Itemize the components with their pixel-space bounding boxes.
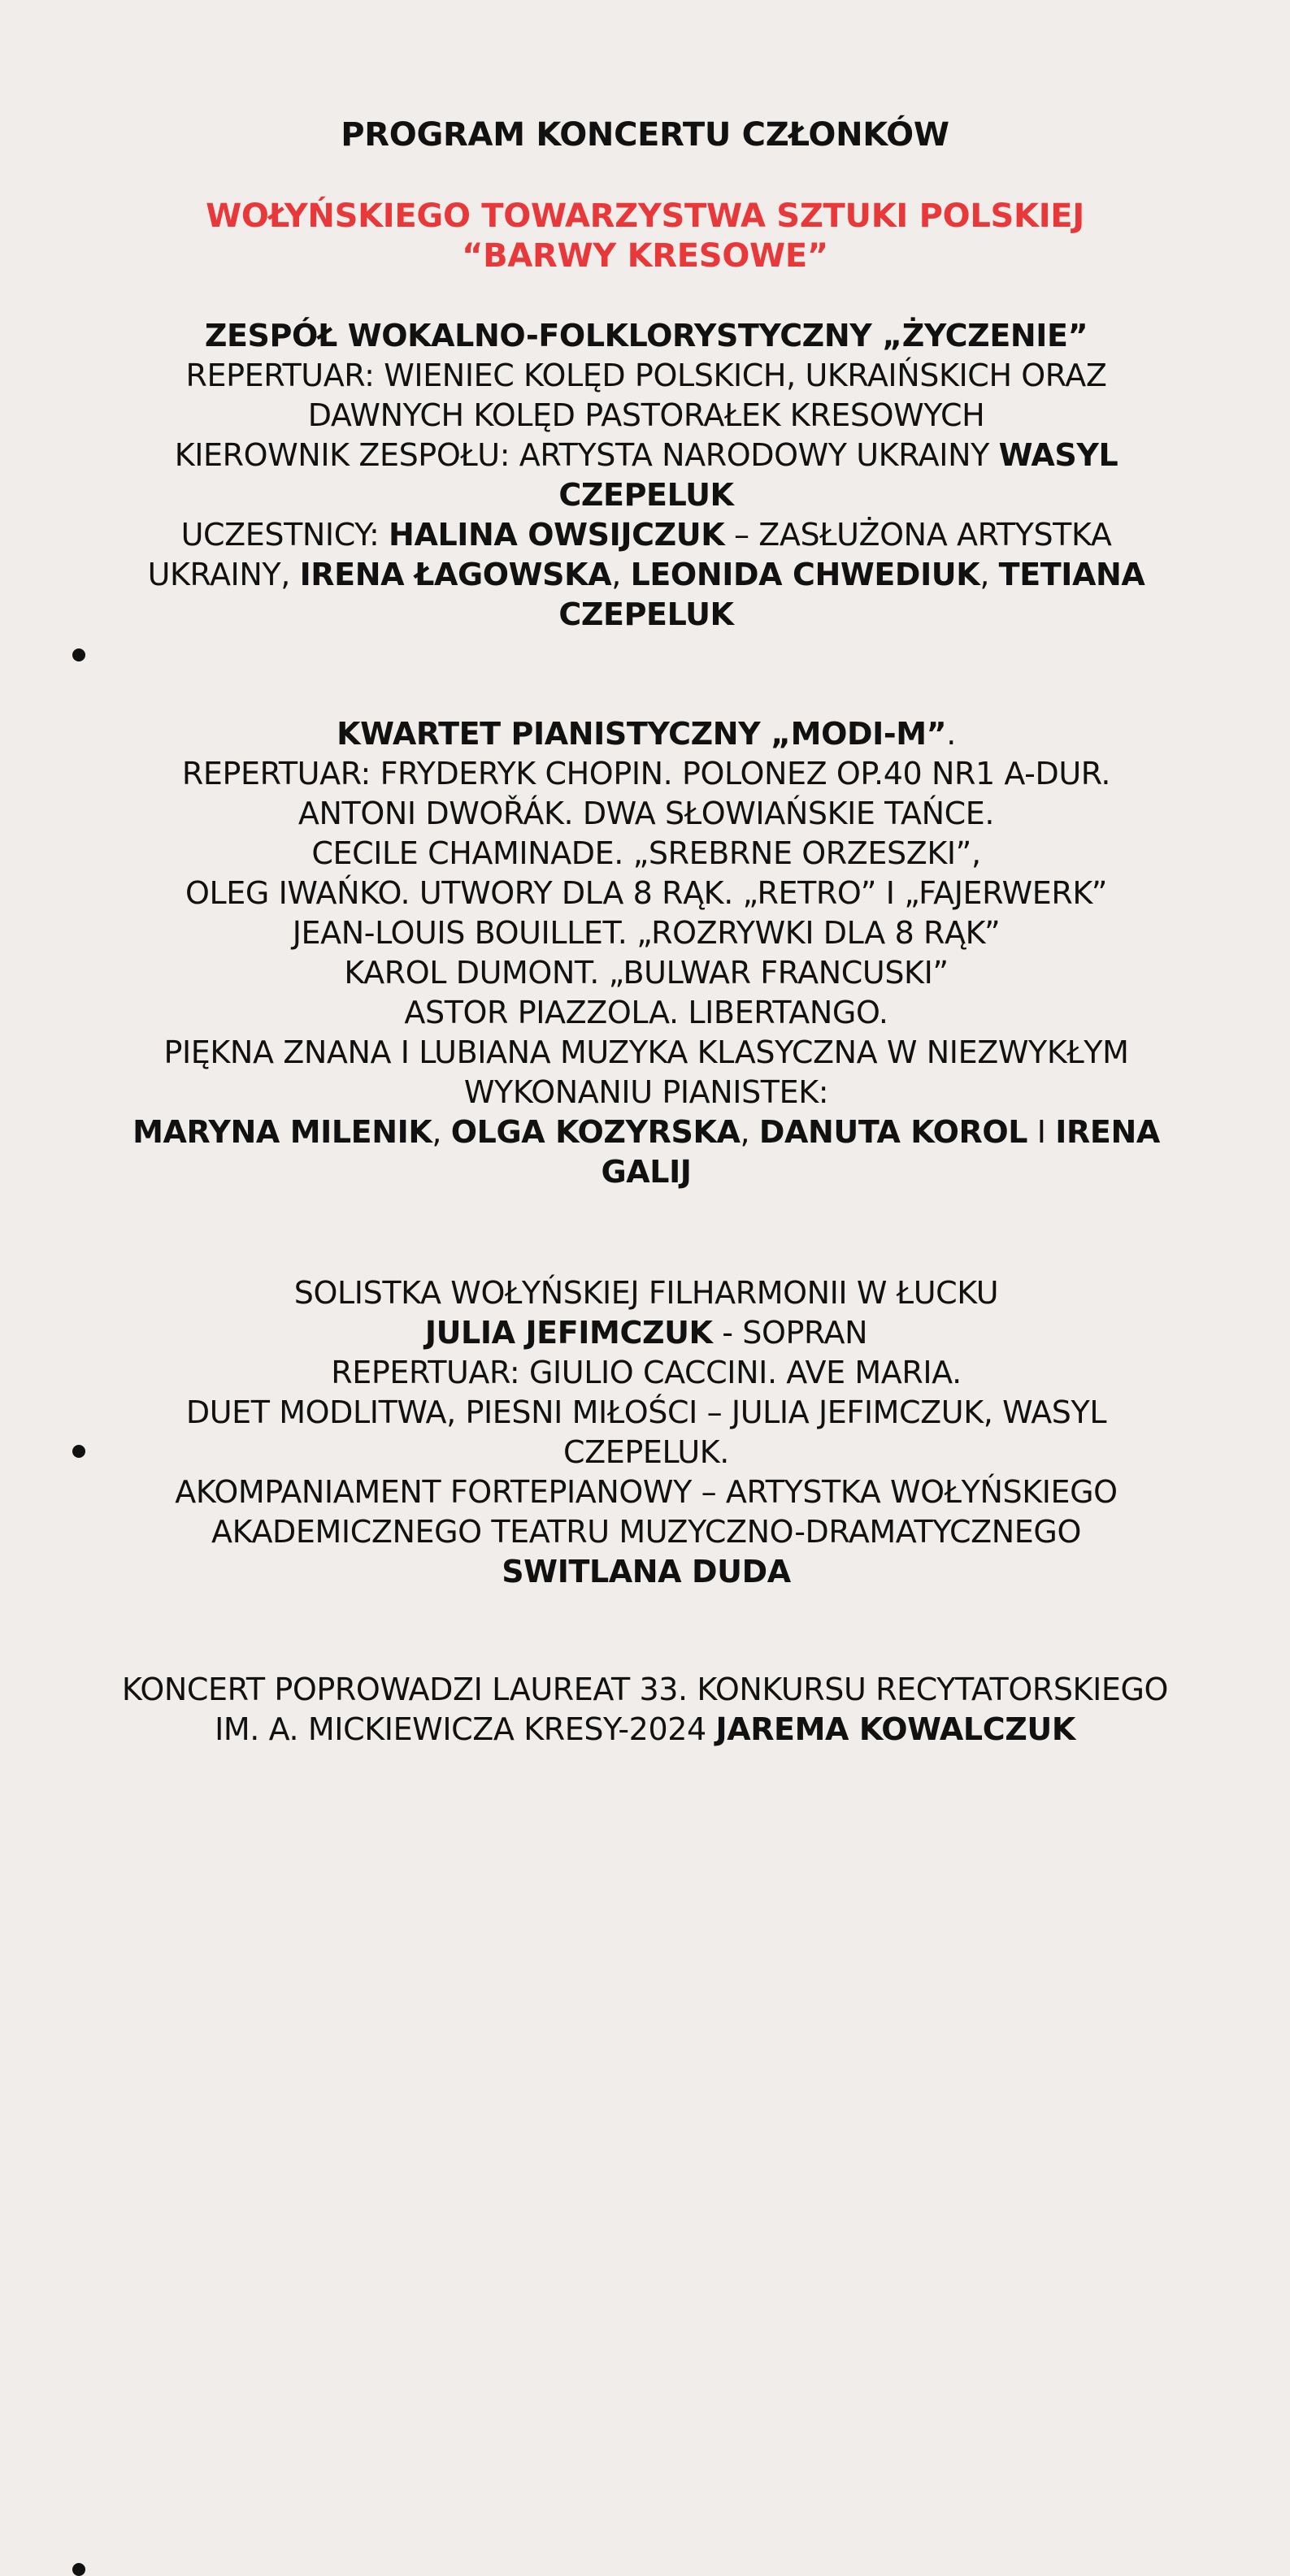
soloist-name: JULIA JEFIMCZUK (424, 1315, 713, 1351)
quartet-repertoire-line: PIĘKNA ZNANA I LUBIANA MUZYKA KLASYCZNA W NIEZWYKŁYM (163, 1034, 1129, 1070)
quartet-pianists (93, 1112, 1199, 1152)
separator: , (432, 1114, 451, 1150)
program-item-ensemble-text (93, 316, 1199, 635)
participants-label: UCZESTNICY: (180, 517, 389, 553)
quartet-repertoire-line: WYKONANIU PIANISTEK: (463, 1074, 829, 1110)
participant-title: – ZASŁUŻONA ARTYSTKA (724, 517, 1112, 553)
accompaniment-line: AKADEMICZNEGO TEATRU MUZYCZNO-DRAMATYCZNEGO (211, 1514, 1081, 1550)
organization-name (0, 197, 1290, 276)
director-name: WASYL (998, 437, 1118, 473)
soloist-voice: - SOPRAN (712, 1315, 868, 1351)
page-title: PROGRAM KONCERTU CZŁONKÓW (341, 116, 949, 154)
quartet-repertoire-line: CECILE CHAMINADE. „SREBRNE ORZESZKI”, (311, 835, 981, 871)
pianist-name: DANUTA KOROL (758, 1114, 1028, 1150)
organization-name-line1: WOŁYŃSKIEGO TOWARZYSTWA SZTUKI POLSKIEJ (206, 197, 1084, 235)
participant-name: CZEPELUK (558, 596, 734, 632)
soloist-line (93, 1313, 1199, 1353)
participant-name: IRENA ŁAGOWSKA (299, 557, 612, 592)
bullet-icon (72, 1445, 85, 1458)
conjunction: I (1027, 1114, 1056, 1150)
pianist-name: MARYNA MILENIK (132, 1114, 432, 1150)
duet-line: DUET MODLITWA, PIESNI MIŁOŚCI – JULIA JEFIMCZUK, WASYL (185, 1394, 1107, 1430)
separator: , (611, 557, 631, 592)
director-name: CZEPELUK (558, 477, 734, 513)
quartet-repertoire-line: KAROL DUMONT. „BULWAR FRANCUSKI” (344, 955, 949, 991)
host-announcement-line: KONCERT POPROWADZI LAUREAT 33. KONKURSU RECYTATORSKIEGO (121, 1672, 1169, 1707)
quartet-name: KWARTET PIANISTYCZNY „MODI-M” (337, 716, 947, 752)
director-label: KIEROWNIK ZESPOŁU: ARTYSTA NARODOWY UKRAINY (174, 437, 999, 473)
pianist-name: OLGA KOZYRSKA (450, 1114, 741, 1150)
participant-name: LEONIDA CHWEDIUK (630, 557, 980, 592)
bullet-icon (72, 2563, 85, 2576)
bullet-icon (72, 648, 85, 661)
pianist-name: IRENA (1055, 1114, 1160, 1150)
soloist-intro: SOLISTKA WOŁYŃSKIEJ FILHARMONII W ŁUCKU (293, 1275, 999, 1311)
quartet-repertoire-line: JEAN-LOUIS BOUILLET. „ROZRYWKI DLA 8 RĄK” (292, 915, 1001, 951)
quartet-repertoire-line: ANTONI DWOŘÁK. DWA SŁOWIAŃSKIE TAŃCE. (298, 796, 995, 831)
soloist-repertoire: REPERTUAR: GIULIO CACCINI. AVE MARIA. (331, 1355, 962, 1390)
quartet-repertoire-line: ASTOR PIAZZOLA. LIBERTANGO. (404, 995, 888, 1030)
host-announcement (33, 1670, 1257, 1750)
ensemble-heading: ZESPÓŁ WOKALNO-FOLKLORYSTYCZNY „ŻYCZENIE” (204, 318, 1088, 353)
organization-name-line2: “BARWY KRESOWE” (462, 237, 828, 275)
duet-line: CZEPELUK. (563, 1434, 729, 1470)
quartet-repertoire-line: REPERTUAR: FRYDERYK CHOPIN. POLONEZ OP.40 NR1 A-DUR. (181, 756, 1111, 791)
separator: , (979, 557, 999, 592)
participant-name: HALINA OWSIJCZUK (389, 517, 725, 553)
pianist-name: GALIJ (601, 1154, 692, 1190)
quartet-heading-suffix: . (946, 716, 956, 752)
host-name: JAREMA KOWALCZUK (715, 1711, 1075, 1747)
separator: , (740, 1114, 759, 1150)
ensemble-participants (93, 515, 1199, 555)
ensemble-repertoire-line: DAWNYCH KOLĘD PASTORAŁEK KRESOWYCH (307, 397, 985, 433)
program-item-quartet-text (93, 714, 1199, 1192)
participant-name: TETIANA (998, 557, 1145, 592)
ensemble-repertoire-line: REPERTUAR: WIENIEC KOLĘD POLSKICH, UKRAIŃSKICH ORAZ (185, 358, 1107, 393)
accompanist-name: SWITLANA DUDA (502, 1554, 791, 1589)
quartet-repertoire-line: OLEG IWAŃKO. UTWORY DLA 8 RĄK. „RETRO” I „FAJERWERK” (185, 875, 1108, 911)
host-announcement-line (33, 1710, 1257, 1750)
program-item-soloist-text (93, 1273, 1199, 1592)
host-announcement-prefix: IM. A. MICKIEWICZA KRESY-2024 (215, 1711, 716, 1747)
quartet-heading (93, 714, 1199, 754)
accompaniment-line: AKOMPANIAMENT FORTEPIANOWY – ARTYSTKA WOŁYŃSKIEGO (175, 1474, 1118, 1510)
ensemble-participants (93, 555, 1199, 595)
participant-title: UKRAINY, (147, 557, 300, 592)
ensemble-director (93, 436, 1199, 475)
